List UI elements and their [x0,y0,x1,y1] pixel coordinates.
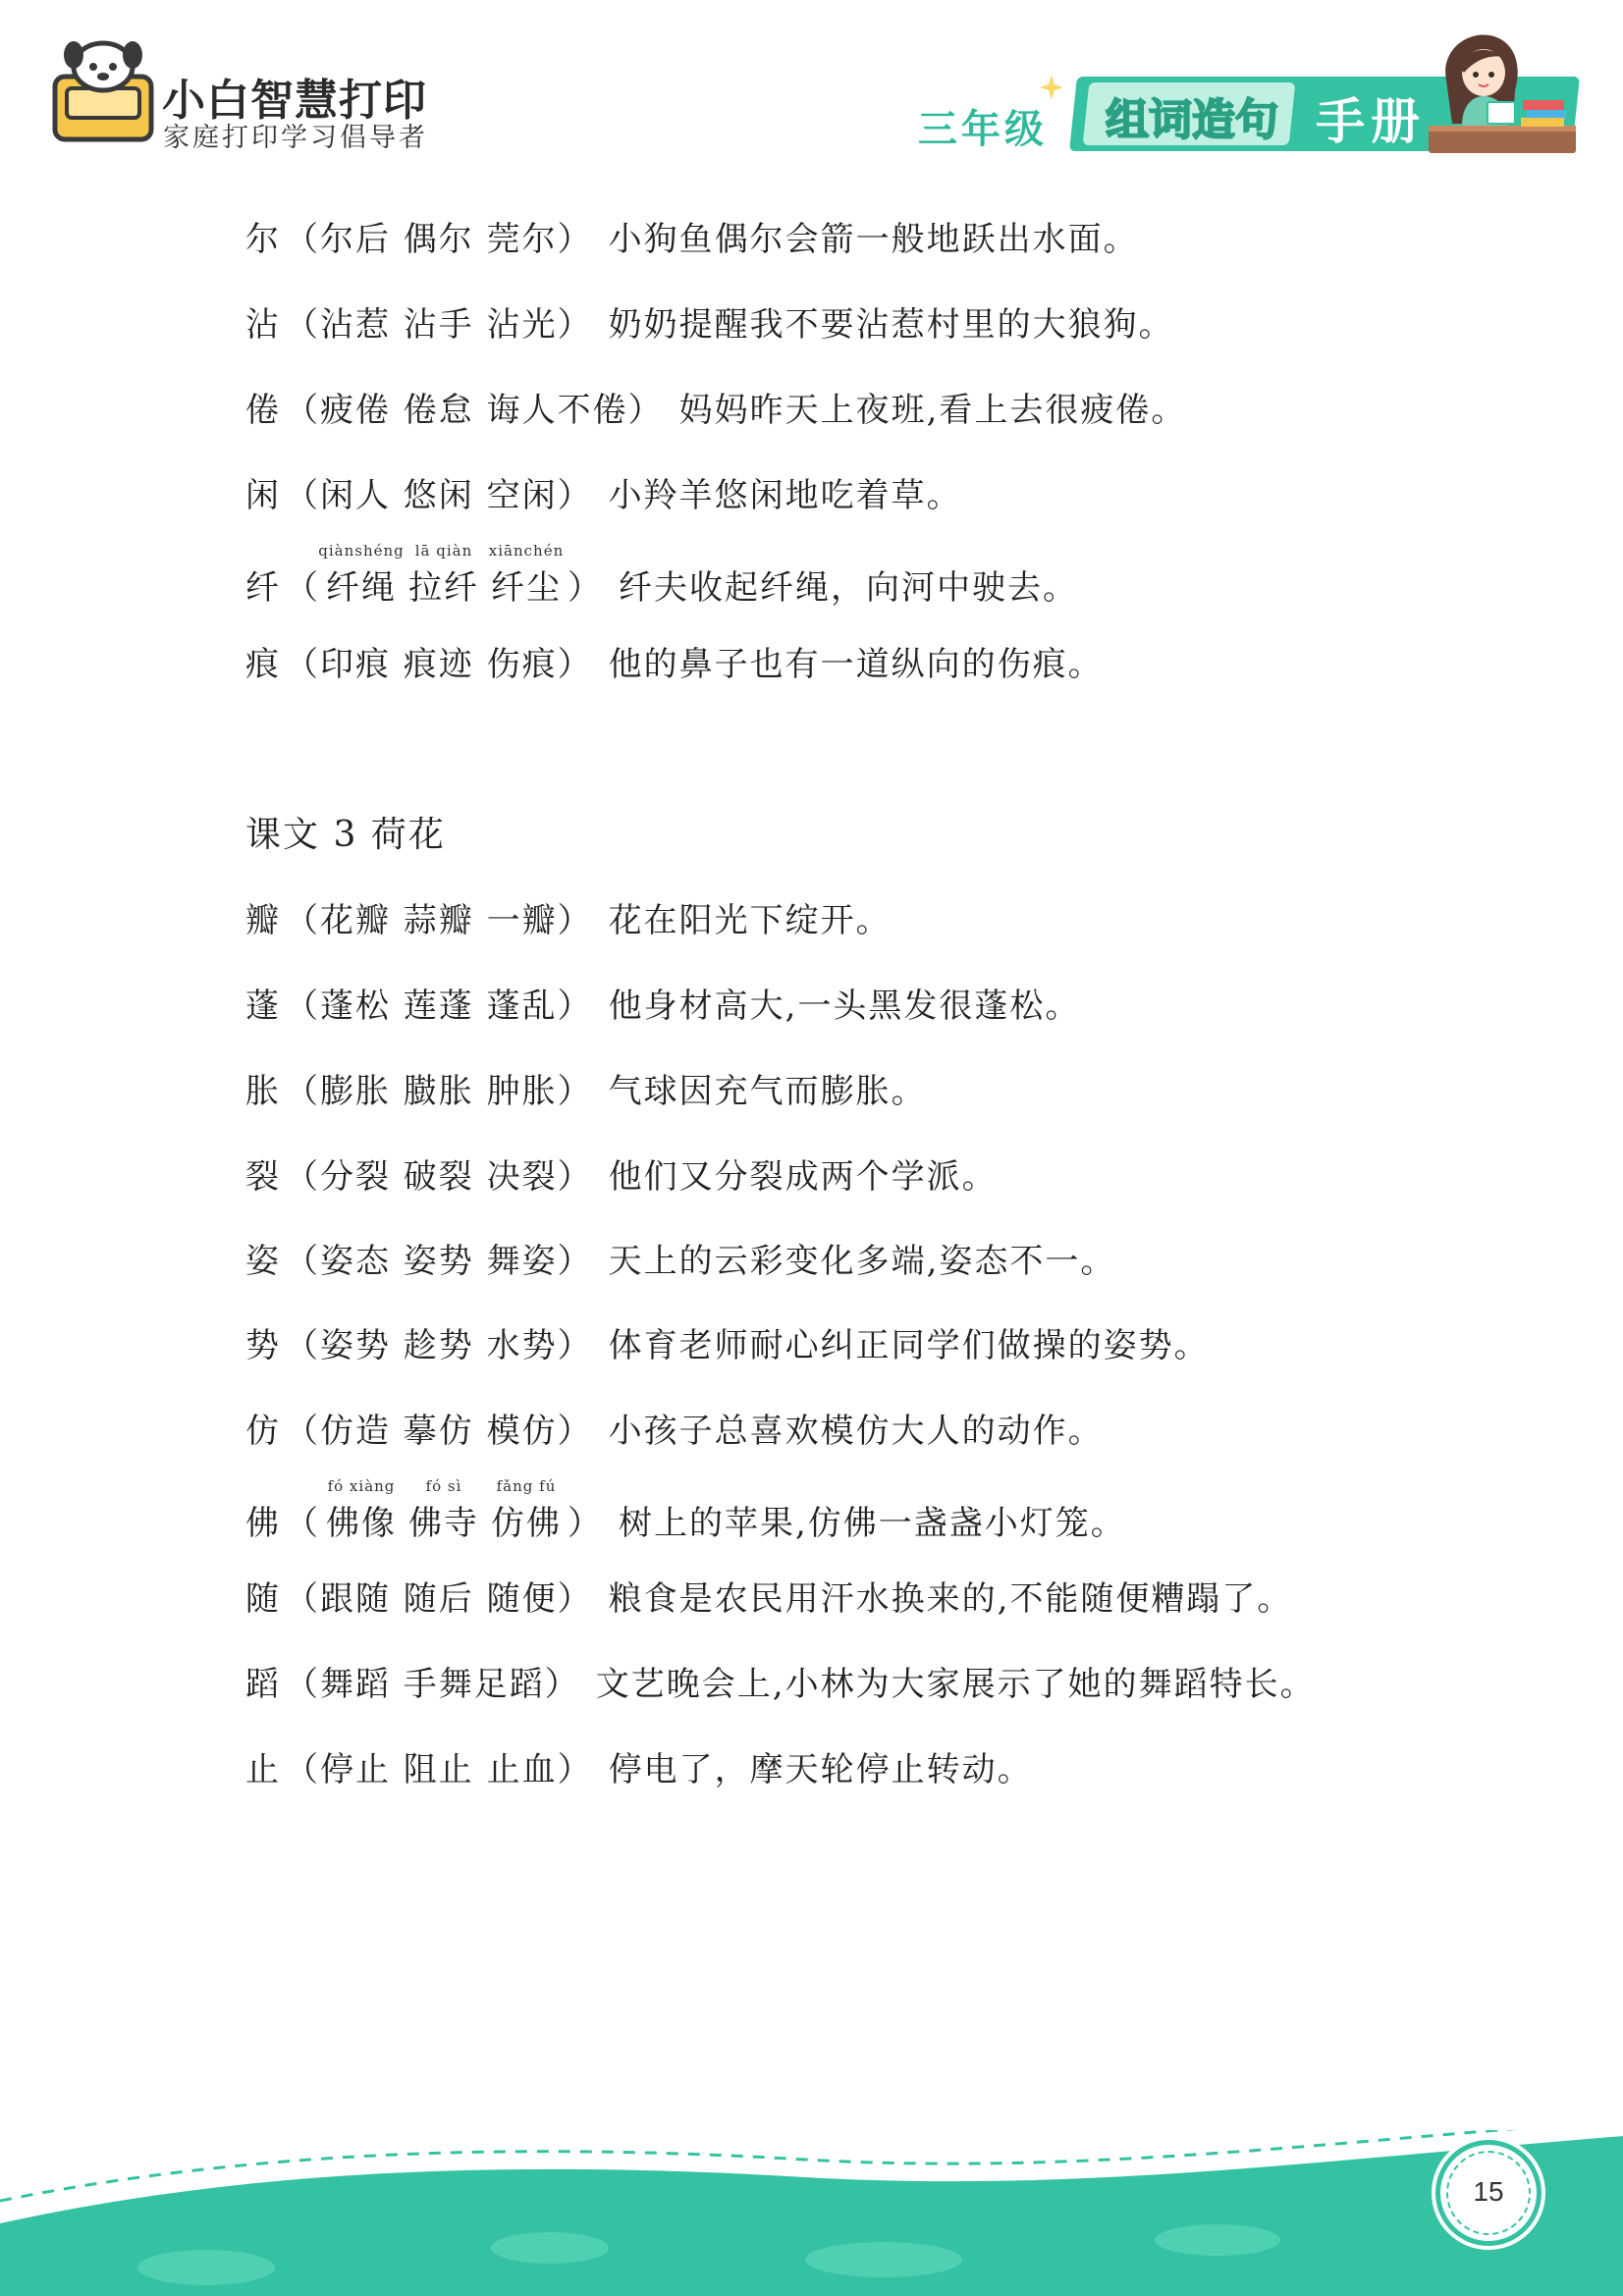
entry-character: 随 [245,1579,281,1619]
entry-words: （花瓣 蒜瓣 一瓣） [285,901,593,940]
entry-character: 纤 [245,568,281,608]
entry-character: 胀 [245,1072,281,1111]
entry-words: （姿态 姿势 舞姿） [285,1242,593,1281]
list-item [245,1577,1292,1621]
pinyin-word [488,542,565,610]
pinyin: xiānchén [488,542,565,560]
list-item [245,1155,998,1199]
entry-words: （分裂 破裂 决裂） [285,1157,593,1197]
logo-dog-box-icon [49,37,157,145]
page-number-badge [1435,2140,1542,2246]
entry-sentence: 停电了，摩天轮停止转动。 [608,1750,1033,1789]
entry-sentence: 小狗鱼偶尔会箭一般地跃出水面。 [608,220,1139,259]
pinyin-word [326,1477,397,1545]
page-header [0,0,1623,167]
entry-words: （沾惹 沾手 沾光） [285,305,593,345]
entry-words: （印痕 痕迹 伤痕） [285,645,593,684]
entry-sentence: 天上的云彩变化多端,姿态不一。 [608,1242,1116,1281]
entry-sentence: 气球因充气而膨胀。 [608,1072,927,1111]
footer-wave-decoration [0,2130,1623,2296]
brand-name: 小白智慧打印 [162,76,427,126]
entry-sentence: 花在阳光下绽开。 [608,901,892,940]
entry-character: 蹈 [245,1665,281,1704]
entry-sentence: 他的鼻子也有一道纵向的伤痕。 [608,645,1104,684]
word: 仿佛 [491,1504,562,1543]
entry-words: （跟随 随后 随便） [285,1579,593,1619]
pinyin-word [318,542,405,610]
word: 佛寺 [408,1504,479,1543]
book-title: 组词造句 [1106,95,1278,145]
list-item [245,1748,1033,1791]
entry-words: （疲倦 倦怠 诲人不倦） [285,391,664,430]
page-number: 15 [1473,2176,1504,2207]
entry-character: 势 [245,1326,281,1365]
entry-sentence: 妈妈昨天上夜班,看上去很疲倦。 [678,391,1187,430]
entry-sentence: 树上的苹果,仿佛一盏盏小灯笼。 [619,1504,1126,1543]
entry-words: （仿造 摹仿 模仿） [285,1412,593,1451]
list-item [245,1240,1115,1283]
pinyin: fó sì [425,1477,462,1495]
pinyin-word [408,542,479,610]
entry-sentence: 文艺晚会上,小林为大家展示了她的舞蹈特长。 [595,1665,1316,1704]
entry-character: 闲 [245,476,281,515]
list-item-with-pinyin [245,1477,1126,1545]
entry-character: 姿 [245,1242,281,1281]
entry-sentence: 体育老师耐心纠正同学们做操的姿势。 [608,1326,1210,1365]
pinyin: fǎng fú [496,1477,557,1495]
entry-sentence: 他身材高大,一头黑发很蓬松。 [608,987,1081,1026]
entry-words: （停止 阻止 止血） [285,1750,593,1789]
entry-character: 止 [245,1750,281,1789]
entry-character: 倦 [245,391,281,430]
lesson-title: 课文 3 荷花 [245,815,446,855]
grade-label: 三年级 [918,107,1048,152]
entry-sentence: 奶奶提醒我不要沾惹村里的大狼狗。 [608,305,1174,345]
entry-sentence: 他们又分裂成两个学派。 [608,1157,998,1197]
entry-words: （闲人 悠闲 空闲） [285,476,593,515]
entry-words: （舞蹈 手舞足蹈） [285,1665,580,1704]
close-paren: ） [568,1504,603,1543]
reading-girl-illustration [1429,29,1576,155]
brand-tagline: 家庭打印学习倡导者 [163,123,428,153]
list-item-with-pinyin [245,542,1078,610]
entry-words: （膨胀 臌胀 肿胀） [285,1072,593,1111]
list-item [245,303,1174,347]
entry-character: 痕 [245,645,281,684]
pinyin-word [408,1477,479,1545]
entry-words: （姿势 趁势 水势） [285,1326,593,1365]
close-paren: ） [568,568,603,608]
list-item [245,1070,927,1113]
entry-character: 尔 [245,220,281,259]
list-item [245,1324,1210,1367]
entry-sentence: 粮食是农民用汗水换来的,不能随便糟蹋了。 [608,1579,1293,1619]
pinyin: fó xiàng [327,1477,396,1495]
word: 纤绳 [326,568,397,608]
list-item [245,985,1080,1028]
list-item [245,218,1139,261]
word: 拉纤 [408,568,479,608]
entry-words: （蓬松 莲蓬 蓬乱） [285,987,593,1026]
entry-character: 瓣 [245,901,281,940]
book-title-suffix: 手册 [1316,93,1426,150]
entry-sentence: 纤夫收起纤绳，向河中驶去。 [619,568,1078,608]
list-item [245,899,892,942]
entry-character: 蓬 [245,987,281,1026]
open-paren: （ [285,1504,320,1543]
entry-sentence: 小羚羊悠闲地吃着草。 [608,476,962,515]
entry-sentence: 小孩子总喜欢模仿大人的动作。 [608,1412,1104,1451]
entry-character: 裂 [245,1157,281,1197]
word: 佛像 [326,1504,397,1543]
list-item [245,643,1104,686]
list-item [245,1663,1316,1706]
open-paren: （ [285,568,320,608]
entry-words: （尔后 偶尔 莞尔） [285,220,593,259]
list-item [245,1410,1104,1453]
pinyin-word [491,1477,562,1545]
list-item [245,389,1186,432]
entry-character: 佛 [245,1504,281,1543]
pinyin: lā qiàn [414,542,473,560]
pinyin: qiànshéng [318,542,405,560]
list-item [245,474,962,517]
entry-character: 仿 [245,1412,281,1451]
entry-character: 沾 [245,305,281,345]
sparkle-icon [1039,73,1064,102]
word: 纤尘 [491,568,562,608]
